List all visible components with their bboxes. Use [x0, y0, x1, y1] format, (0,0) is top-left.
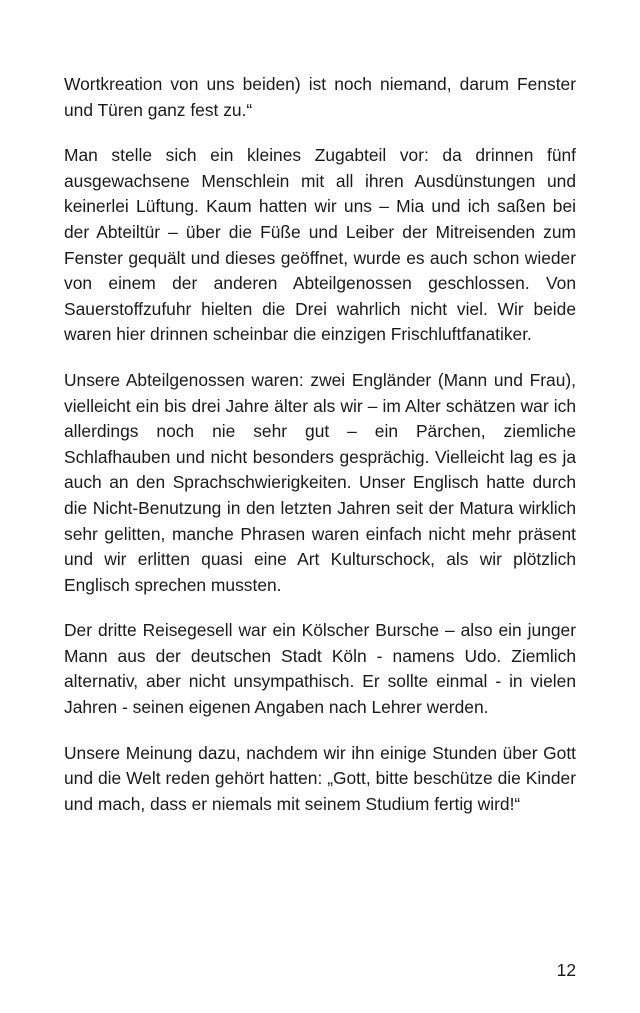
page-number: 12: [556, 960, 576, 980]
paragraph-4: Der dritte Reisegesell war ein Kölscher Bursche – also ein junger Mann aus der deutschen Stadt Köln - namens Udo. Ziemlich alternativ, aber nicht unsympathisch. Er sollte einmal - in vielen Jahren - seinen eigenen Angaben nach Lehrer werden.: [64, 620, 576, 718]
paragraph-2: Man stelle sich ein kleines Zugabteil vor: da drinnen fünf ausgewachsene Menschlein mit all ihren Ausdünstungen und keinerlei Lüftung. Kaum hatten wir uns – Mia und ich saßen bei der Abteiltür – über die Füße und Leiber der Mitreisenden zum Fenster gequält und dieses geöffnet, wurde es auch schon wieder von einem der anderen Abteilgenossen geschlossen. Von Sauerstoffzufuhr hielten die Drei wahrlich nicht viel. Wir beide waren hier drinnen scheinbar die einzigen Frischluftfanatiker.: [64, 145, 576, 345]
paragraph-5: Unsere Meinung dazu, nachdem wir ihn einige Stunden über Gott und die Welt reden gehört hatten: „Gott, bitte beschütze die Kinder und mach, dass er niemals mit seinem Studium fertig wird!“: [64, 742, 576, 814]
page-body: [64, 72, 576, 837]
paragraph-1: Wortkreation von uns beiden) ist noch niemand, darum Fenster und Türen ganz fest zu.“: [64, 74, 576, 120]
paragraph-3: Unsere Abteilgenossen waren: zwei Engländer (Mann und Frau), vielleicht ein bis drei Jahre älter als wir – im Alter schätzen war ich allerdings noch nie sehr gut – ein Pärchen, ziemliche Schlafhauben und nicht besonders gesprächig. Vielleicht lag es ja auch an den Sprachschwierigkeiten. Unser Englisch hatte durch die Nicht-Benutzung in den letzten Jahren seit der Matura wirklich sehr gelitten, manche Phrasen waren einfach nicht mehr präsent und wir erlitten quasi eine Art Kulturschock, als wir plötzlich Englisch sprechen mussten.: [64, 369, 576, 595]
